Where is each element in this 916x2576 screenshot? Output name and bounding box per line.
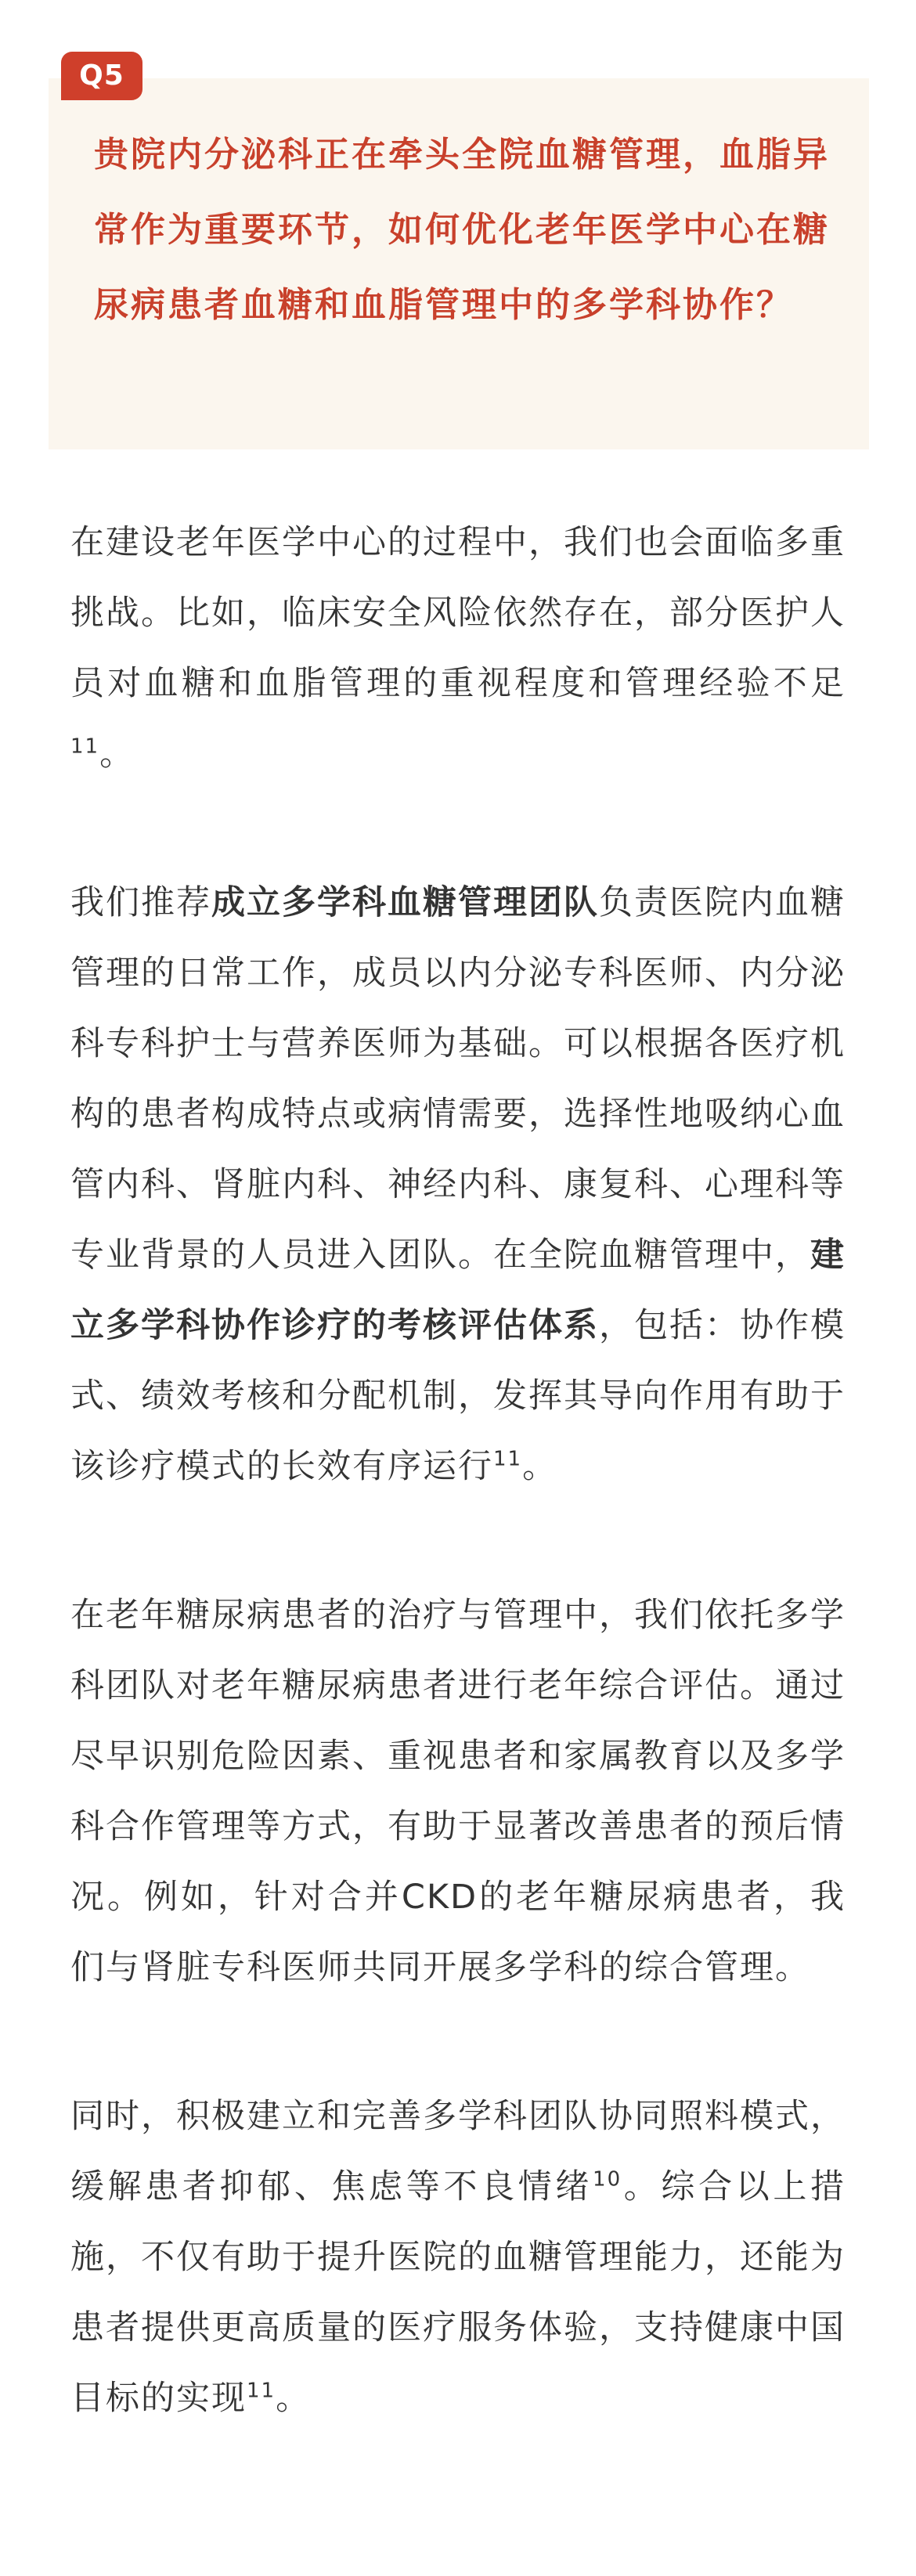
article-body [70,507,846,2512]
citation-ref: 11 [493,1447,523,1471]
bold-phrase: 建立多学科协作诊疗的考核评估体系 [70,1236,846,1345]
paragraph-text: 。 [99,734,135,774]
paragraph-2 [70,868,846,1502]
paragraph-text: 。 [276,2379,312,2418]
paragraph-text: 。综合以上措施，不仅有助于提升医院的血糖管理能力，还能为患者提供更高质量的医疗服务体验，支持健康中国目标的实现 [70,2167,846,2418]
paragraph-text: ，包括：协作模式、绩效考核和分配机制，发挥其导向作用有助于该诊疗模式的长效有序运行 [70,1306,846,1486]
paragraph-text: 同时，积极建立和完善多学科团队协同照料模式，缓解患者抑郁、焦虑等不良情绪 [70,2097,846,2206]
citation-ref: 11 [247,2379,276,2403]
citation-ref: 11 [70,734,100,759]
bold-phrase: 成立多学科血糖管理团队 [211,883,599,922]
paragraph-4 [70,2081,846,2433]
paragraph-text: 在老年糖尿病患者的治疗与管理中，我们依托多学科团队对老年糖尿病患者进行老年综合评估。通过尽早识别危险因素、重视患者和家属教育以及多学科合作管理等方式，有助于显著改善患者的预后情况。例如，针对合并CKD的老年糖尿病患者，我们与肾脏专科医师共同开展多学科的综合管理。 [70,1596,846,1987]
paragraph-1 [70,507,846,789]
paragraph-text: 我们推荐 [70,883,211,922]
paragraph-text: 在建设老年医学中心的过程中，我们也会面临多重挑战。比如，临床安全风险依然存在，部分医护人员对血糖和血脂管理的重视程度和管理经验不足 [70,523,846,703]
question-text: 贵院内分泌科正在牵头全院血糖管理，血脂异常作为重要环节，如何优化老年医学中心在糖尿病患者血糖和血脂管理中的多学科协作？ [94,135,830,325]
citation-ref: 10 [593,2167,622,2192]
paragraph-3 [70,1580,846,2003]
paragraph-text: 。 [522,1447,558,1486]
paragraph-text: 负责医院内血糖管理的日常工作，成员以内分泌专科医师、内分泌科专科护士与营养医师为基础。可以根据各医疗机构的患者构成特点或病情需要，选择性地吸纳心血管内科、肾脏内科、神经内科、康复科、心理科等专业背景的人员进入团队。在全院血糖管理中， [70,883,846,1275]
question-badge: Q5 [61,52,142,100]
